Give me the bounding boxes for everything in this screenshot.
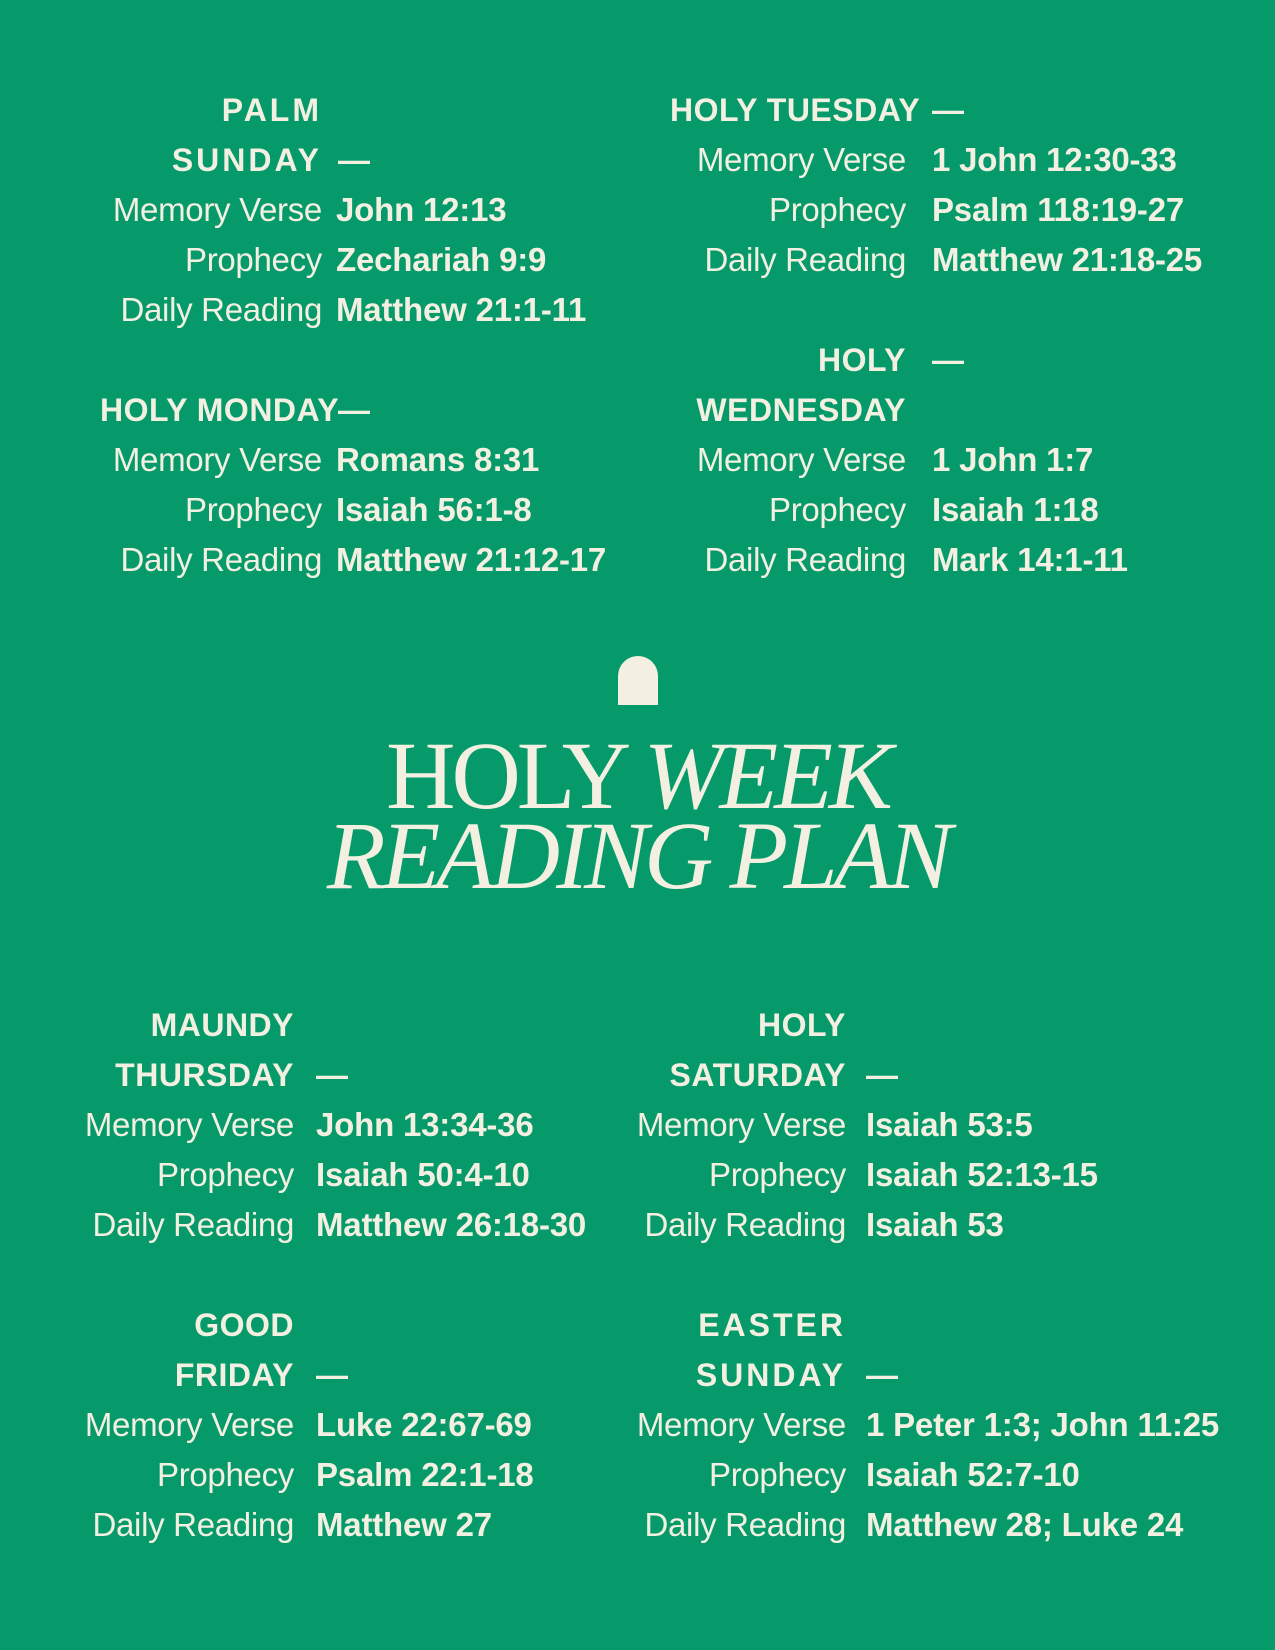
daily-reading-label: Daily Reading <box>644 1506 846 1543</box>
day-name: GOOD FRIDAY <box>174 1307 294 1393</box>
daily-reading-label: Daily Reading <box>92 1206 294 1243</box>
daily-reading-label: Daily Reading <box>704 241 906 278</box>
prophecy-ref: Isaiah 52:13-15 <box>866 1156 1098 1193</box>
title-line-2: READING PLAN <box>326 802 949 909</box>
prophecy-row <box>80 1150 586 1200</box>
memory-verse-row <box>80 1100 586 1150</box>
prophecy-label: Prophecy <box>156 1456 294 1493</box>
daily-reading-row <box>100 285 586 335</box>
daily-reading-ref: Matthew 27 <box>316 1506 492 1543</box>
day-heading <box>100 85 586 185</box>
day-name: HOLY MONDAY <box>100 392 340 428</box>
dash: — <box>932 342 965 378</box>
prophecy-row <box>632 1150 1098 1200</box>
memory-verse-ref: John 12:13 <box>336 191 507 228</box>
day-block-easter-sunday <box>632 1300 1219 1550</box>
prophecy-ref: Zechariah 9:9 <box>336 241 547 278</box>
day-block-maundy-thursday <box>80 1000 586 1250</box>
prophecy-ref: Isaiah 50:4-10 <box>316 1156 530 1193</box>
memory-verse-ref: Luke 22:67-69 <box>316 1406 532 1443</box>
prophecy-label: Prophecy <box>184 241 322 278</box>
daily-reading-row <box>632 1200 1098 1250</box>
day-block-palm-sunday <box>100 85 586 335</box>
daily-reading-row <box>100 535 606 585</box>
dash: — <box>866 1057 899 1093</box>
prophecy-label: Prophecy <box>708 1456 846 1493</box>
daily-reading-ref: Matthew 21:1-11 <box>336 291 587 328</box>
prophecy-row <box>80 1450 534 1500</box>
daily-reading-ref: Matthew 21:18-25 <box>932 241 1203 278</box>
memory-verse-label: Memory Verse <box>112 441 322 478</box>
daily-reading-label: Daily Reading <box>120 541 322 578</box>
prophecy-ref: Psalm 22:1-18 <box>316 1456 534 1493</box>
memory-verse-row <box>632 1400 1219 1450</box>
dash: — <box>932 92 965 128</box>
daily-reading-ref: Mark 14:1-11 <box>932 541 1128 578</box>
daily-reading-ref: Matthew 28; Luke 24 <box>866 1506 1184 1543</box>
memory-verse-ref: John 13:34-36 <box>316 1106 534 1143</box>
day-block-holy-tuesday <box>670 85 1202 285</box>
memory-verse-ref: 1 John 12:30-33 <box>932 141 1177 178</box>
day-name: HOLY WEDNESDAY <box>696 342 906 428</box>
daily-reading-ref: Matthew 26:18-30 <box>316 1206 587 1243</box>
memory-verse-label: Memory Verse <box>636 1106 846 1143</box>
daily-reading-label: Daily Reading <box>644 1206 846 1243</box>
prophecy-row <box>100 485 606 535</box>
day-heading <box>632 1300 1219 1400</box>
memory-verse-ref: 1 John 1:7 <box>932 441 1094 478</box>
day-heading <box>670 85 1202 135</box>
day-name: MAUNDY THURSDAY <box>115 1007 294 1093</box>
prophecy-row <box>670 485 1128 535</box>
prophecy-ref: Psalm 118:19-27 <box>932 191 1185 228</box>
day-name: HOLY TUESDAY <box>670 92 921 128</box>
day-heading <box>670 335 1128 435</box>
memory-verse-row <box>670 435 1128 485</box>
prophecy-label: Prophecy <box>156 1156 294 1193</box>
day-heading <box>100 385 606 435</box>
prophecy-label: Prophecy <box>708 1156 846 1193</box>
memory-verse-label: Memory Verse <box>696 441 906 478</box>
memory-verse-label: Memory Verse <box>696 141 906 178</box>
day-heading <box>632 1000 1098 1100</box>
day-block-holy-monday <box>100 385 606 585</box>
prophecy-row <box>100 235 586 285</box>
arch-icon <box>618 656 658 705</box>
memory-verse-label: Memory Verse <box>84 1406 294 1443</box>
memory-verse-row <box>670 135 1202 185</box>
dash: — <box>316 1357 349 1393</box>
prophecy-row <box>632 1450 1219 1500</box>
day-heading <box>80 1300 534 1400</box>
prophecy-label: Prophecy <box>768 191 906 228</box>
prophecy-ref: Isaiah 52:7-10 <box>866 1456 1080 1493</box>
day-block-holy-saturday <box>632 1000 1098 1250</box>
prophecy-ref: Isaiah 56:1-8 <box>336 491 532 528</box>
title-word-holy: HOLY <box>386 722 624 829</box>
day-name: PALM SUNDAY <box>171 92 322 178</box>
memory-verse-label: Memory Verse <box>84 1106 294 1143</box>
day-heading <box>80 1000 586 1100</box>
memory-verse-row <box>100 185 586 235</box>
prophecy-label: Prophecy <box>184 491 322 528</box>
day-block-good-friday <box>80 1300 534 1550</box>
memory-verse-row <box>632 1100 1098 1150</box>
daily-reading-row <box>632 1500 1219 1550</box>
daily-reading-ref: Matthew 21:12-17 <box>336 541 607 578</box>
daily-reading-label: Daily Reading <box>120 291 322 328</box>
memory-verse-ref: 1 Peter 1:3; John 11:25 <box>866 1406 1220 1443</box>
dash: — <box>338 142 371 178</box>
memory-verse-row <box>100 435 606 485</box>
memory-verse-label: Memory Verse <box>636 1406 846 1443</box>
dash: — <box>338 392 371 428</box>
daily-reading-label: Daily Reading <box>92 1506 294 1543</box>
day-name: EASTER SUNDAY <box>695 1307 846 1393</box>
daily-reading-row <box>80 1200 586 1250</box>
dash: — <box>866 1357 899 1393</box>
daily-reading-row <box>670 535 1128 585</box>
daily-reading-row <box>80 1500 534 1550</box>
day-block-holy-wednesday <box>670 335 1128 585</box>
daily-reading-ref: Isaiah 53 <box>866 1206 1004 1243</box>
page-title <box>0 722 1275 909</box>
dash: — <box>316 1057 349 1093</box>
prophecy-label: Prophecy <box>768 491 906 528</box>
memory-verse-label: Memory Verse <box>112 191 322 228</box>
memory-verse-row <box>80 1400 534 1450</box>
day-name: HOLY SATURDAY <box>669 1007 846 1093</box>
daily-reading-label: Daily Reading <box>704 541 906 578</box>
memory-verse-ref: Romans 8:31 <box>336 441 540 478</box>
daily-reading-row <box>670 235 1202 285</box>
title-word-week: WEEK <box>643 722 889 829</box>
prophecy-row <box>670 185 1202 235</box>
prophecy-ref: Isaiah 1:18 <box>932 491 1099 528</box>
memory-verse-ref: Isaiah 53:5 <box>866 1106 1033 1143</box>
